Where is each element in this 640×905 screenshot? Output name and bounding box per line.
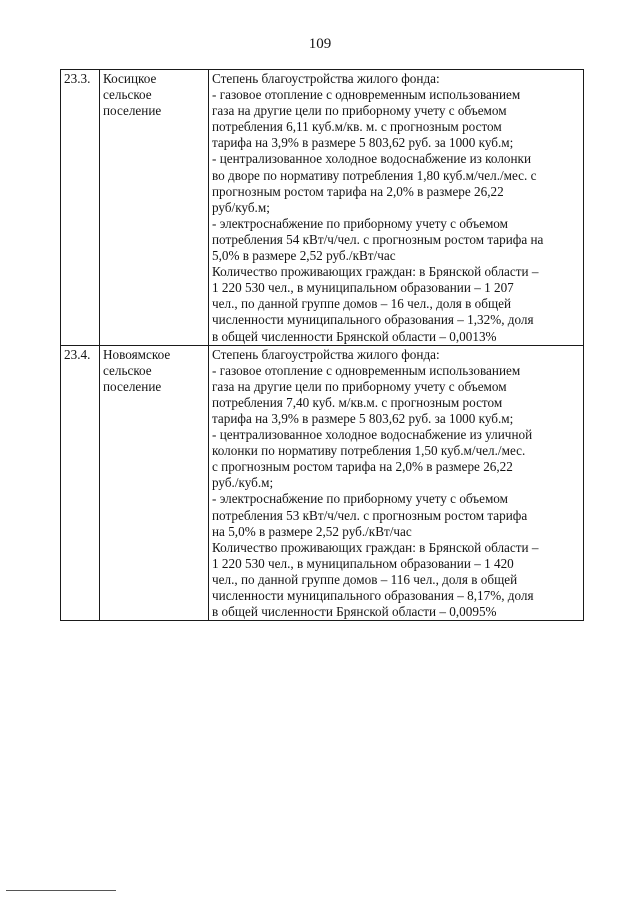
description-line: - электроснабжение по приборному учету с объемом bbox=[212, 491, 508, 507]
description-line: Степень благоустройства жилого фонда: bbox=[212, 346, 440, 362]
settlement-name-line: сельское bbox=[103, 362, 152, 378]
settlement-name-line: поселение bbox=[103, 103, 162, 119]
description-line: тарифа на 3,9% в размере 5 803,62 руб. за 1000 куб.м; bbox=[212, 410, 514, 426]
settlement-name-line: поселение bbox=[103, 378, 162, 394]
table-row bbox=[61, 70, 584, 346]
page-number: 109 bbox=[308, 36, 332, 52]
settlement-name-cell bbox=[100, 345, 209, 621]
description-line: Количество проживающих граждан: в Брянской области – bbox=[212, 264, 539, 280]
description-line: во дворе по нормативу потребления 1,80 куб.м/чел./мес. с bbox=[212, 167, 537, 183]
description-line: - газовое отопление с одновременным использованием bbox=[212, 87, 521, 103]
table-row bbox=[61, 345, 584, 621]
description-line: - централизованное холодное водоснабжение из колонки bbox=[212, 151, 532, 167]
description-line: Степень благоустройства жилого фонда: bbox=[212, 71, 440, 86]
description-line: численности муниципального образования – 8,17%, доля bbox=[212, 588, 534, 603]
description-line: 5,0% в размере 2,52 руб./кВт/час bbox=[212, 248, 396, 264]
description-line: в общей численности Брянской области – 0,0013% bbox=[212, 328, 497, 344]
description-line: газа на другие цели по приборному учету с объемом bbox=[212, 103, 507, 119]
description-line: чел., по данной группе домов – 116 чел., доля в общей bbox=[212, 571, 518, 587]
description-line: руб/куб.м; bbox=[212, 199, 270, 215]
row-number-cell: 23.4. bbox=[61, 345, 100, 621]
description-line: прогнозным ростом тарифа на 2,0% в размере 26,22 bbox=[212, 183, 504, 199]
description-line: - централизованное холодное водоснабжение из уличной bbox=[212, 427, 533, 443]
description-line: потребления 6,11 куб.м/кв. м. с прогнозным ростом bbox=[212, 119, 502, 135]
settlement-name-line: Косицкое bbox=[103, 71, 157, 86]
description-cell bbox=[209, 70, 584, 346]
description-line: в общей численности Брянской области – 0,0095% bbox=[212, 604, 497, 620]
description-line: численности муниципального образования – 1,32%, доля bbox=[212, 312, 534, 328]
description-line: чел., по данной группе домов – 16 чел., доля в общей bbox=[212, 296, 512, 312]
description-line: 1 220 530 чел., в муниципальном образовании – 1 207 bbox=[212, 280, 514, 296]
housing-table bbox=[60, 69, 584, 621]
footer-rule bbox=[6, 890, 116, 891]
description-line: 1 220 530 чел., в муниципальном образовании – 1 420 bbox=[212, 555, 514, 571]
description-line: - электроснабжение по приборному учету с объемом bbox=[212, 215, 508, 231]
description-line: колонки по нормативу потребления 1,50 куб.м/чел./мес. bbox=[212, 443, 526, 459]
settlement-name-line: сельское bbox=[103, 87, 152, 103]
settlement-name-line: Новоямское bbox=[103, 346, 171, 362]
description-line: - газовое отопление с одновременным использованием bbox=[212, 362, 521, 378]
description-line: руб./куб.м; bbox=[212, 475, 274, 491]
description-line: тарифа на 3,9% в размере 5 803,62 руб. за 1000 куб.м; bbox=[212, 135, 514, 151]
row-number-cell: 23.3. bbox=[61, 70, 100, 346]
table-body bbox=[61, 70, 584, 621]
description-line: на 5,0% в размере 2,52 руб./кВт/час bbox=[212, 523, 412, 539]
description-line: потребления 7,40 куб. м/кв.м. с прогнозным ростом bbox=[212, 394, 503, 410]
description-cell bbox=[209, 345, 584, 621]
description-line: газа на другие цели по приборному учету с объемом bbox=[212, 378, 507, 394]
description-line: с прогнозным ростом тарифа на 2,0% в размере 26,22 bbox=[212, 459, 513, 475]
description-line: потребления 54 кВт/ч/чел. с прогнозным ростом тарифа на bbox=[212, 231, 544, 247]
description-line: Количество проживающих граждан: в Брянской области – bbox=[212, 539, 539, 555]
description-line: потребления 53 кВт/ч/чел. с прогнозным ростом тарифа bbox=[212, 507, 528, 523]
settlement-name-cell bbox=[100, 70, 209, 346]
